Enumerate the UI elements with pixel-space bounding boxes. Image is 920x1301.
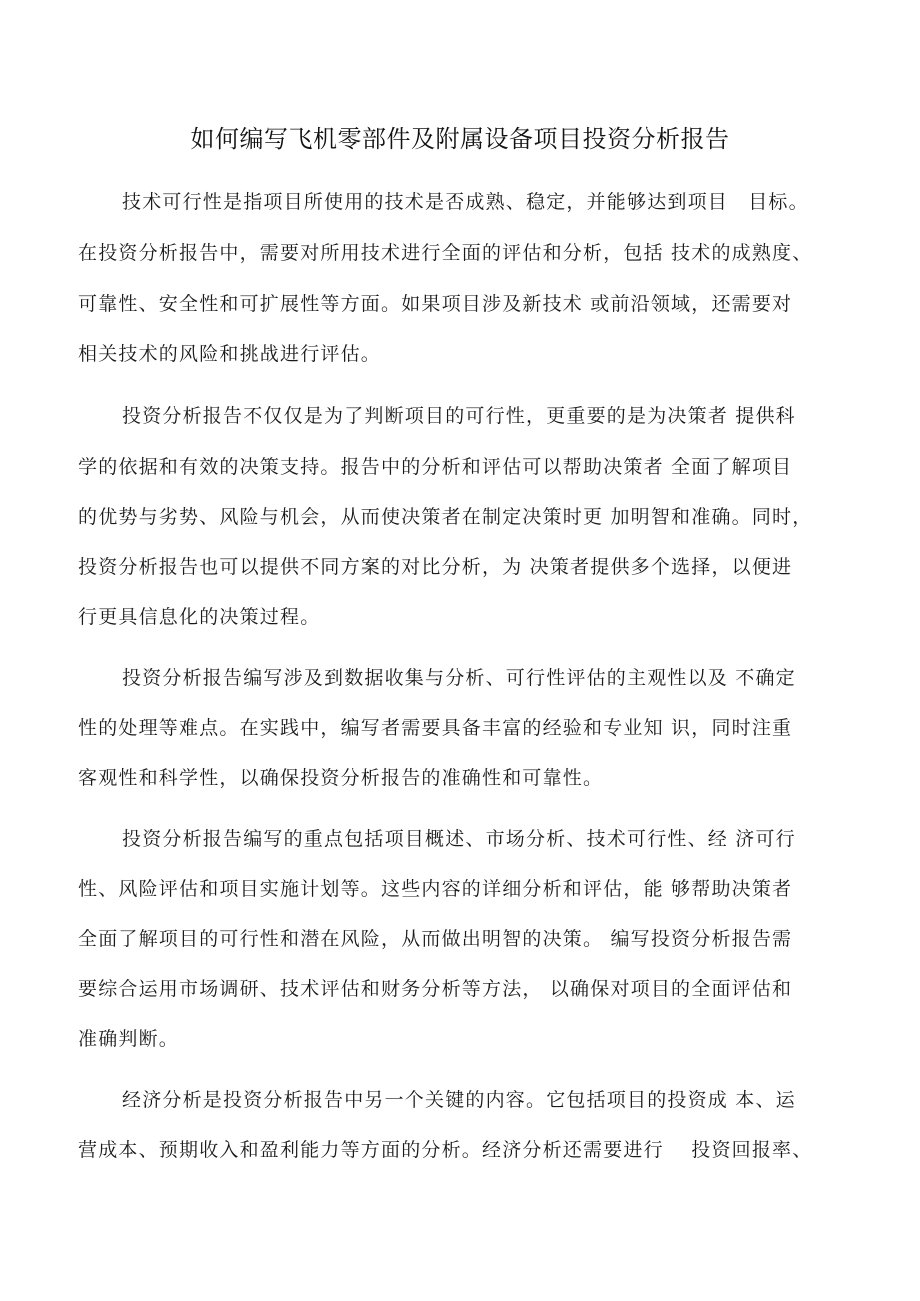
paragraph-3-line-2: 性的处理等难点。在实践中，编写者需要具备丰富的经验和专业知 识，同时注重	[78, 717, 793, 739]
paragraph-4-line-3: 全面了解项目的可行性和潜在风险，从而做出明智的决策。 编写投资分析报告需	[78, 928, 793, 950]
paragraph-4-line-1: 投资分析报告编写的重点包括项目概述、市场分析、技术可行性、经 济可行	[122, 828, 796, 850]
paragraph-5-line-2: 营成本、预期收入和盈利能力等方面的分析。经济分析还需要进行 投资回报率、	[78, 1139, 813, 1161]
paragraph-1-line-2: 在投资分析报告中，需要对所用技术进行全面的评估和分析，包括 技术的成熟度、	[78, 242, 813, 264]
paragraph-1-line-4: 相关技术的风险和挑战进行评估。	[78, 343, 382, 365]
paragraph-2-line-4: 投资分析报告也可以提供不同方案的对比分析，为 决策者提供多个选择，以便进	[78, 556, 793, 578]
paragraph-3-line-1: 投资分析报告编写涉及到数据收集与分析、可行性评估的主观性以及 不确定	[122, 667, 796, 689]
paragraph-4-line-5: 准确判断。	[78, 1028, 180, 1050]
paragraph-5-line-1: 经济分析是投资分析报告中另一个关键的内容。它包括项目的投资成 本、运	[122, 1089, 796, 1111]
paragraph-2-line-5: 行更具信息化的决策过程。	[78, 606, 321, 628]
document-title: 如何编写飞机零部件及附属设备项目投资分析报告	[190, 125, 730, 153]
paragraph-4-line-2: 性、风险评估和项目实施计划等。这些内容的详细分析和评估，能 够帮助决策者	[78, 878, 793, 900]
paragraph-1-line-3: 可靠性、安全性和可扩展性等方面。如果项目涉及新技术 或前沿领域，还需要对	[78, 293, 793, 315]
paragraph-1-line-1: 技术可行性是指项目所使用的技术是否成熟、稳定，并能够达到项目 目标。	[122, 191, 809, 213]
paragraph-4-line-4: 要综合运用市场调研、技术评估和财务分析等方法， 以确保对项目的全面评估和	[78, 978, 793, 1000]
paragraph-2-line-2: 学的依据和有效的决策支持。报告中的分析和评估可以帮助决策者 全面了解项目	[78, 456, 793, 478]
paragraph-2-line-1: 投资分析报告不仅仅是为了判断项目的可行性，更重要的是为决策者 提供科	[122, 405, 796, 427]
paragraph-2-line-3: 的优势与劣势、风险与机会，从而使决策者在制定决策时更 加明智和准确。同时，	[78, 506, 813, 528]
paragraph-3-line-3: 客观性和科学性，以确保投资分析报告的准确性和可靠性。	[78, 767, 604, 789]
